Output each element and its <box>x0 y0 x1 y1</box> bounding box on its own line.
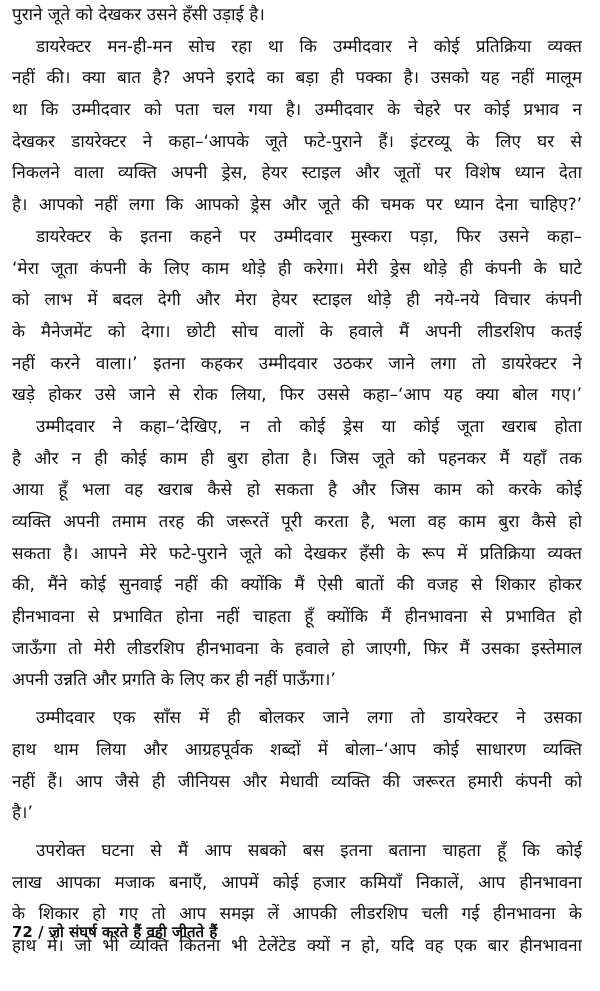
text-line: जाऊँगा तो मेरी लीडरशिप हीनभावना के हवाले हो जाएगी, फिर मैं उसका इस्तेमाल <box>12 638 582 659</box>
text-line: नहीं हैं। आप जैसे ही जीनियस और मेधावी व्यक्ति की जरूरत हमारी कंपनी को <box>12 771 582 792</box>
book-title: जो संघर्ष करते हैं वही जीतते हैं <box>48 923 218 941</box>
text-line: था कि उम्मीदवार को पता चल गया है। उम्मीदवार के चेहरे पर कोई प्रभाव न <box>12 100 582 121</box>
text-line: है।’ <box>12 803 33 824</box>
text-line: नहीं की। क्या बात है? अपने इरादे का बड़ा ही पक्का है। उसको यह नहीं मालूम <box>12 68 582 89</box>
text-line: देखकर डायरेक्टर ने कहा–‘आपके जूते फटे-पुराने हैं। इंटरव्यू के लिए घर से <box>12 131 582 152</box>
text-line: के शिकार हो गए तो आप समझ लें आपकी लीडरशिप चली गई हीनभावना के <box>12 904 582 925</box>
text-line: नहीं करने वाला।’ इतना कहकर उम्मीदवार उठकर जाने लगा तो डायरेक्टर ने <box>12 353 582 374</box>
page-body <box>12 0 582 963</box>
page-number: 72 <box>12 923 33 941</box>
text-line: खड़े होकर उसे जाने से रोक लिया, फिर उससे कहा–‘आप यह क्या बोल गए।’ <box>12 385 582 406</box>
text-line: लाख आपका मजाक बनाएँ, आपमें कोई हजार कमियाँ निकालें, आप हीनभावना <box>12 872 582 893</box>
text-line: डायरेक्टर के इतना कहने पर उम्मीदवार मुस्करा पड़ा, फिर उसने कहा– <box>36 226 582 247</box>
text-line: सकता है। आपने मेरे फटे-पुराने जूते को देखकर हँसी के रूप में प्रतिक्रिया व्यक्त <box>12 543 582 564</box>
text-line: डायरेक्टर मन-ही-मन सोच रहा था कि उम्मीदवार ने कोई प्रतिक्रिया व्यक्त <box>36 36 582 57</box>
text-line: उम्मीदवार ने कहा–‘देखिए, न तो कोई ड्रेस या कोई जूता खराब होता <box>36 416 582 437</box>
text-line: व्यक्ति अपनी तमाम तरह की जरूरतें पूरी करता है, भला वह काम बुरा कैसे हो <box>12 512 582 532</box>
text-line: आया हूँ भला वह खराब कैसे हो सकता है और जिस काम को करके कोई <box>12 480 582 501</box>
footer-separator: / <box>38 923 44 941</box>
text-line: उपरोक्त घटना से मैं आप सबको बस इतना बताना चाहता हूँ कि कोई <box>36 840 582 861</box>
text-line: हाथ थाम लिया और आग्रहपूर्वक शब्दों में बोला–‘आप कोई साधारण व्यक्ति <box>12 739 582 760</box>
text-line: अपनी उन्नति और प्रगति के लिए कर ही नहीं पाऊँगा।’ <box>12 670 336 691</box>
text-line: है। आपको नहीं लगा कि आपको ड्रेस और जूते की चमक पर ध्यान देना चाहिए?’ <box>12 195 582 216</box>
text-line: है और न ही कोई काम ही बुरा होता है। जिस जूते को पहनकर मैं यहाँ तक <box>12 448 582 469</box>
text-line: की, मैंने कोई सुनवाई नहीं की क्योंकि मैं ऐसी बातों की वजह से शिकार होकर <box>12 575 582 596</box>
text-line: हाथ में। जो भी व्यक्ति कितना भी टेलेंटेड क्यों न हो, यदि वह एक बार हीनभावना <box>12 935 582 956</box>
text-line: उम्मीदवार एक साँस में ही बोलकर जाने लगा तो डायरेक्टर ने उसका <box>36 708 582 729</box>
text-line: निकलने वाला व्यक्ति अपनी ड्रेस, हेयर स्टाइल और जूतों पर विशेष ध्यान देता <box>12 163 582 184</box>
text-line: के मैनेजमेंट को देगा। छोटी सोच वालों के हवाले मैं अपनी लीडरशिप कतई <box>12 321 582 342</box>
text-line: ‘मेरा जूता कंपनी के लिए काम थोड़े ही करेगा। मेरी ड्रेस थोड़े ही कंपनी के घाटे <box>12 258 582 279</box>
text-line: हीनभावना से प्रभावित होना नहीं चाहता हूँ क्योंकि मैं हीनभावना से प्रभावित हो <box>12 607 582 628</box>
text-line: को लाभ में बदल देगी और मेरा हेयर स्टाइल थोड़े ही नये-नये विचार कंपनी <box>12 290 582 311</box>
page-footer <box>12 922 217 942</box>
text-line: पुराने जूते को देखकर उसने हँसी उड़ाई है। <box>12 5 265 25</box>
